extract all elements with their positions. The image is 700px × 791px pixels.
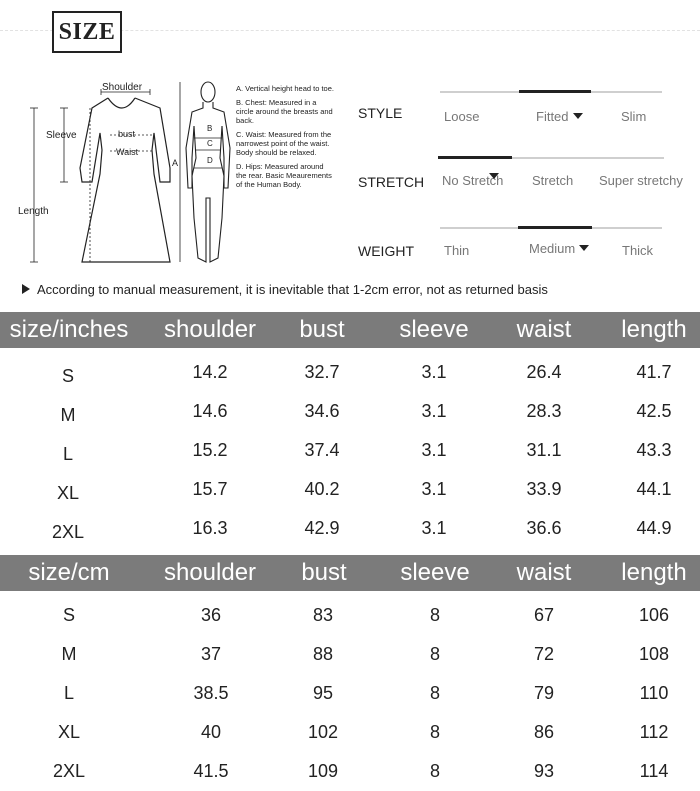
size-cell: L <box>63 683 74 703</box>
sleeve-label: Sleeve <box>46 130 77 141</box>
bust-cell: 42.9 <box>304 518 340 538</box>
style-option-fitted <box>536 109 583 124</box>
stretch-track <box>438 157 664 159</box>
sleeve-cell: 3.1 <box>421 440 447 460</box>
weight-option-thick: Thick <box>622 243 654 258</box>
bust-cell: 102 <box>307 722 339 742</box>
bust-cell: 83 <box>312 605 334 625</box>
stretch-option-stretch: Stretch <box>532 173 574 188</box>
sleeve-cell: 8 <box>429 722 440 742</box>
table-row <box>0 357 700 396</box>
weight-label: WEIGHT <box>358 243 414 259</box>
stretch-option-super: Super stretchy <box>599 173 683 188</box>
length-cell: 106 <box>638 605 670 625</box>
dress-diagram <box>10 78 180 268</box>
waist-cell: 33.9 <box>526 479 562 499</box>
bust-cell: 32.7 <box>304 362 340 382</box>
sleeve-cell: 8 <box>429 683 440 703</box>
size-cell: XL <box>57 722 81 742</box>
header-sleeve: sleeve <box>400 559 470 586</box>
body-outline-icon <box>172 78 234 268</box>
weight-option-thin: Thin <box>444 243 470 258</box>
shoulder-cell: 15.2 <box>192 440 228 460</box>
length-cell: 108 <box>638 644 670 664</box>
bust-cell: 40.2 <box>304 479 340 499</box>
size-cell: 2XL <box>51 522 85 542</box>
measurement-notes <box>236 84 336 194</box>
waist-cell: 72 <box>533 644 555 664</box>
sleeve-cell: 3.1 <box>421 479 447 499</box>
inches-table-header <box>0 312 700 348</box>
body-diagram <box>172 78 234 268</box>
length-cell: 110 <box>639 683 669 703</box>
header-waist: waist <box>516 559 572 586</box>
note-height: A. Vertical height head to toe. <box>236 84 334 93</box>
table-row <box>0 713 700 752</box>
style-option-fitted-label: Fitted <box>536 109 569 124</box>
header-bust: bust <box>301 559 347 586</box>
stretch-selected-bar <box>438 156 512 159</box>
length-cell: 44.9 <box>636 518 672 538</box>
waist-cell: 26.4 <box>526 362 562 382</box>
header-sleeve: sleeve <box>399 316 469 343</box>
sleeve-cell: 3.1 <box>421 401 447 421</box>
style-option-slim: Slim <box>621 109 647 124</box>
play-triangle-icon <box>22 284 30 294</box>
bust-cell: 109 <box>307 761 339 781</box>
sleeve-cell: 3.1 <box>421 518 447 538</box>
header-size: size/inches <box>9 316 129 343</box>
style-label: STYLE <box>358 105 403 121</box>
style-scale <box>358 91 688 131</box>
shoulder-cell: 37 <box>200 644 222 664</box>
header-size: size/cm <box>28 559 110 586</box>
cm-table-header <box>0 555 700 591</box>
length-cell: 42.5 <box>636 401 672 421</box>
header-waist: waist <box>516 316 572 343</box>
table-row <box>0 513 700 552</box>
bust-label: bust <box>118 129 136 139</box>
disclaimer <box>22 282 548 297</box>
table-row <box>0 674 700 713</box>
stretch-option-none <box>442 173 504 188</box>
size-cell: M <box>60 405 76 425</box>
shoulder-cell: 41.5 <box>193 761 229 781</box>
weight-option-medium-label: Medium <box>529 241 576 256</box>
bust-cell: 88 <box>312 644 334 664</box>
cm-table <box>0 555 700 791</box>
weight-option-medium <box>529 241 589 256</box>
sleeve-cell: 8 <box>429 761 440 781</box>
caret-down-icon <box>489 173 499 179</box>
weight-track <box>440 227 662 229</box>
shoulder-cell: 40 <box>200 722 222 742</box>
header-length: length <box>621 316 687 343</box>
dress-outline-icon <box>10 78 180 268</box>
waist-cell: 67 <box>533 605 555 625</box>
length-cell: 43.3 <box>636 440 672 460</box>
size-cell: M <box>61 644 77 664</box>
inches-table <box>0 312 700 552</box>
chest-letter: B <box>207 124 213 133</box>
size-cell: L <box>62 444 73 464</box>
waist-cell: 79 <box>533 683 555 703</box>
shoulder-cell: 15.7 <box>192 479 228 499</box>
note-hips: D. Hips: Measured around the rear. Basic Meaurements of the Human Body. <box>236 162 332 189</box>
size-cell: S <box>61 366 74 386</box>
length-label: Length <box>18 206 49 217</box>
length-cell: 112 <box>639 722 669 742</box>
waist-cell: 86 <box>533 722 555 742</box>
waist-cell: 93 <box>533 761 555 781</box>
style-option-loose: Loose <box>444 109 480 124</box>
table-row <box>0 435 700 474</box>
size-cell: 2XL <box>52 761 86 781</box>
shoulder-cell: 14.2 <box>192 362 228 382</box>
shoulder-cell: 16.3 <box>192 518 228 538</box>
caret-down-icon <box>579 245 589 251</box>
table-row <box>0 635 700 674</box>
caret-down-icon <box>573 113 583 119</box>
style-track <box>440 91 662 93</box>
shoulder-cell: 36 <box>200 605 222 625</box>
disclaimer-text: According to manual measurement, it is inevitable that 1-2cm error, not as returned basis <box>37 282 548 297</box>
header-bust: bust <box>299 316 345 343</box>
style-selected-bar <box>519 90 591 93</box>
size-badge: SIZE <box>52 11 122 53</box>
waist-cell: 28.3 <box>526 401 562 421</box>
waist-cell: 31.1 <box>526 440 562 460</box>
weight-selected-bar <box>518 226 592 229</box>
table-row <box>0 474 700 513</box>
size-cell: XL <box>56 483 80 503</box>
height-letter: A <box>172 158 179 168</box>
length-cell: 114 <box>639 761 669 781</box>
shoulder-cell: 14.6 <box>192 401 228 421</box>
stretch-option-none-label: No Stretch <box>442 173 504 188</box>
waist-letter: C <box>207 139 213 148</box>
bust-cell: 37.4 <box>304 440 340 460</box>
bust-cell: 34.6 <box>304 401 340 421</box>
table-row <box>0 752 700 791</box>
header-shoulder: shoulder <box>163 559 257 586</box>
sleeve-cell: 8 <box>429 644 440 664</box>
size-cell: S <box>62 605 75 625</box>
table-row <box>0 396 700 435</box>
note-chest: B. Chest: Measured in a circle around the breasts and back. <box>236 98 333 125</box>
length-cell: 44.1 <box>636 479 672 499</box>
bust-cell: 95 <box>312 683 334 703</box>
header-shoulder: shoulder <box>163 316 257 343</box>
shoulder-cell: 38.5 <box>193 683 229 703</box>
stretch-scale <box>358 157 688 197</box>
table-row <box>0 596 700 635</box>
hips-letter: D <box>207 156 213 165</box>
weight-scale <box>358 227 688 267</box>
note-waist: C. Waist: Measured from the narrowest point of the waist. Body should be relaxed. <box>236 130 332 157</box>
shoulder-label: Shoulder <box>102 82 143 93</box>
length-cell: 41.7 <box>636 362 672 382</box>
sleeve-cell: 3.1 <box>421 362 447 382</box>
waist-cell: 36.6 <box>526 518 562 538</box>
header-length: length <box>621 559 687 586</box>
waist-label: Waist <box>116 147 139 157</box>
sleeve-cell: 8 <box>429 605 440 625</box>
stretch-label: STRETCH <box>358 174 425 190</box>
